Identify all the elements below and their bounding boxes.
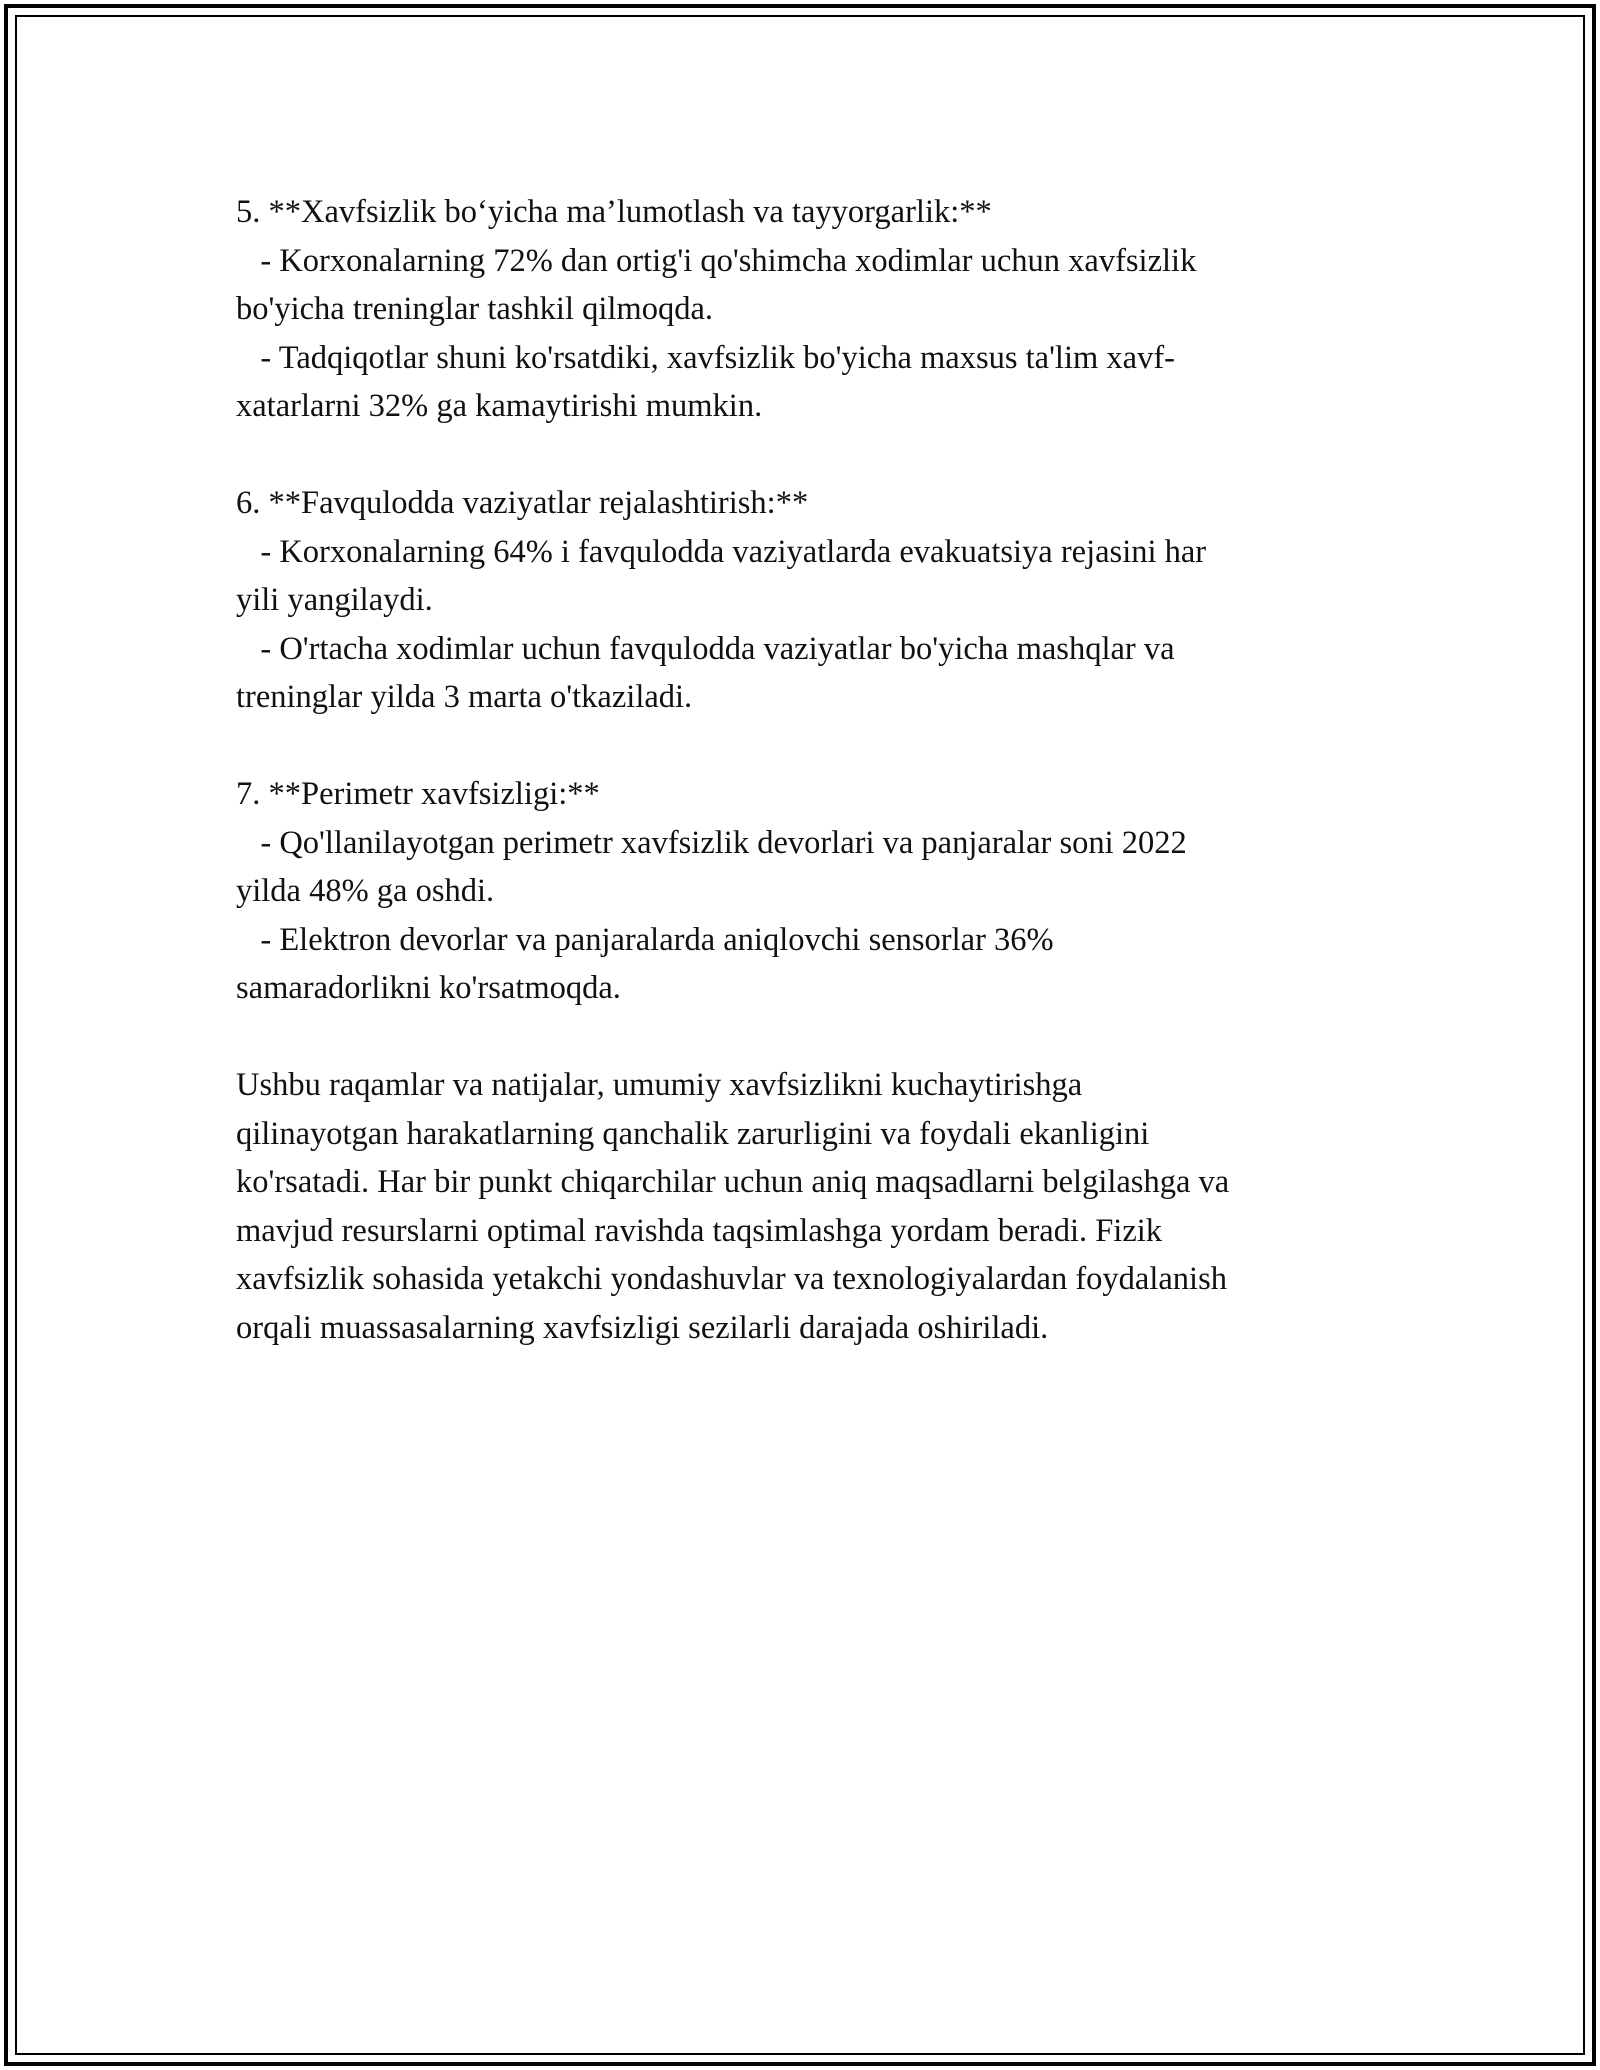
section-line: - Tadqiqotlar shuni ko'rsatdiki, xavfsizlik bo'yicha maxsus ta'lim xavf- bbox=[236, 339, 1175, 376]
section-line: - O'rtacha xodimlar uchun favqulodda vaziyatlar bo'yicha mashqlar va bbox=[236, 630, 1175, 667]
section-line: yili yangilaydi. bbox=[236, 582, 433, 618]
section-line: bo'yicha treninglar tashkil qilmoqda. bbox=[236, 291, 713, 327]
section-7 bbox=[236, 770, 1366, 1013]
conclusion-line: qilinayotgan harakatlarning qanchalik zarurligini va foydali ekanligini bbox=[236, 1115, 1150, 1152]
conclusion-line: mavjud resurslarni optimal ravishda taqsimlashga yordam beradi. Fizik bbox=[236, 1212, 1163, 1249]
conclusion-line: xavfsizlik sohasida yetakchi yondashuvlar va texnologiyalardan foydalanish bbox=[236, 1261, 1227, 1297]
conclusion-line: Ushbu raqamlar va natijalar, umumiy xavfsizlikni kuchaytirishga bbox=[236, 1067, 1083, 1103]
conclusion-line: ko'rsatadi. Har bir punkt chiqarchilar uchun aniq maqsadlarni belgilashga va bbox=[236, 1164, 1230, 1200]
section-6 bbox=[236, 479, 1366, 722]
section-line: - Elektron devorlar va panjaralarda aniqlovchi sensorlar 36% bbox=[236, 921, 1054, 958]
section-line: yilda 48% ga oshdi. bbox=[236, 873, 495, 909]
document-body bbox=[236, 188, 1366, 1352]
section-heading: 7. **Perimetr xavfsizligi:** bbox=[236, 776, 600, 812]
paragraph-gap bbox=[236, 431, 1366, 480]
section-line: - Korxonalarning 72% dan ortig'i qo'shimcha xodimlar uchun xavfsizlik bbox=[236, 242, 1197, 279]
conclusion-paragraph bbox=[236, 1061, 1366, 1352]
paragraph-gap bbox=[236, 722, 1366, 771]
section-line: treninglar yilda 3 marta o'tkaziladi. bbox=[236, 679, 693, 715]
paragraph-gap bbox=[236, 1013, 1366, 1062]
section-line: samaradorlikni ko'rsatmoqda. bbox=[236, 970, 621, 1006]
section-heading: 6. **Favqulodda vaziyatlar rejalashtirish:** bbox=[236, 485, 809, 521]
section-5 bbox=[236, 188, 1366, 431]
section-line: xatarlarni 32% ga kamaytirishi mumkin. bbox=[236, 388, 763, 424]
section-line: - Korxonalarning 64% i favqulodda vaziyatlarda evakuatsiya rejasini har bbox=[236, 533, 1207, 570]
conclusion-line: orqali muassasalarning xavfsizligi sezilarli darajada oshiriladi. bbox=[236, 1309, 1049, 1346]
section-heading: 5. **Xavfsizlik bo‘yicha ma’lumotlash va tayyorgarlik:** bbox=[236, 194, 992, 230]
section-line: - Qo'llanilayotgan perimetr xavfsizlik devorlari va panjaralar soni 2022 bbox=[236, 824, 1187, 861]
